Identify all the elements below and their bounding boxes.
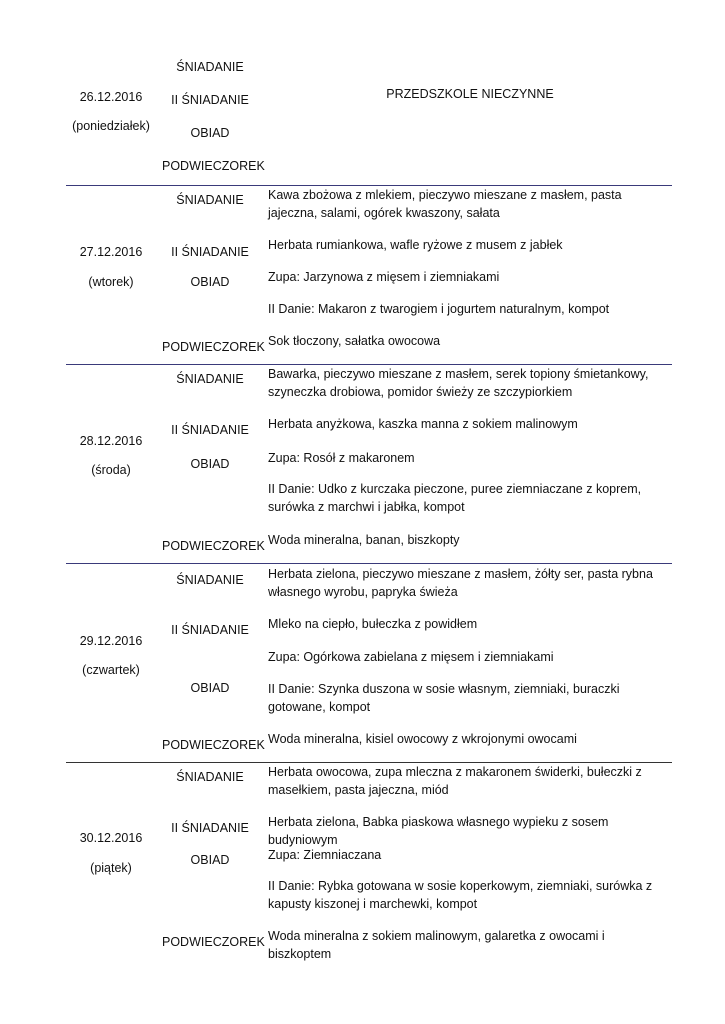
row-divider — [66, 563, 672, 564]
meal-label-second-breakfast: II ŚNIADANIE — [171, 423, 249, 437]
meal-label-breakfast: ŚNIADANIE — [176, 60, 244, 74]
meal-label-lunch: OBIAD — [190, 275, 230, 289]
meal-label-breakfast: ŚNIADANIE — [176, 770, 244, 784]
menu-item-main-course: II Danie: Szynka duszona w sosie własnym, ziemniaki, buraczki gotowane, kompot — [268, 682, 620, 714]
meal-label-second-breakfast: II ŚNIADANIE — [171, 93, 249, 107]
menu-item-breakfast: Herbata zielona, pieczywo mieszane z masłem, żółty ser, pasta rybna własnego wyrobu, papryka świeża — [268, 567, 653, 599]
meal-label-snack: PODWIECZOREK — [162, 935, 265, 949]
day-weekday: (piątek) — [90, 861, 132, 875]
menu-item-breakfast: Kawa zbożowa z mlekiem, pieczywo mieszane z masłem, pasta jajeczna, salami, ogórek kwaszony, sałata — [268, 188, 622, 220]
meal-label-snack: PODWIECZOREK — [162, 738, 265, 752]
day-weekday: (czwartek) — [82, 663, 140, 677]
menu-item-snack: Woda mineralna, kisiel owocowy z wkrojonymi owocami — [268, 732, 577, 746]
menu-item-soup: Zupa: Ziemniaczana — [268, 848, 382, 862]
meal-label-snack: PODWIECZOREK — [162, 159, 265, 173]
menu-item-breakfast: Herbata owocowa, zupa mleczna z makaronem świderki, bułeczki z masełkiem, pasta jajeczna, miód — [268, 765, 642, 797]
day-date: 29.12.2016 — [79, 634, 143, 648]
meal-label-snack: PODWIECZOREK — [162, 539, 265, 553]
menu-item-second-breakfast: Herbata anyżkowa, kaszka manna z sokiem malinowym — [268, 417, 578, 431]
meal-label-lunch: OBIAD — [190, 457, 230, 471]
day-date: 30.12.2016 — [79, 831, 143, 845]
meal-label-breakfast: ŚNIADANIE — [176, 193, 244, 207]
menu-item-snack: Woda mineralna z sokiem malinowym, galaretka z owocami i biszkoptem — [268, 929, 605, 961]
meal-label-lunch: OBIAD — [190, 126, 230, 140]
menu-item-second-breakfast: Herbata rumiankowa, wafle ryżowe z musem z jabłek — [268, 238, 563, 252]
menu-item-main-course: II Danie: Rybka gotowana w sosie koperkowym, ziemniaki, surówka z kapusty kiszonej i marchewki, kompot — [268, 879, 653, 911]
menu-item-snack: Woda mineralna, banan, biszkopty — [268, 533, 460, 547]
closed-notice: PRZEDSZKOLE NIECZYNNE — [386, 87, 554, 101]
menu-item-second-breakfast: Mleko na ciepło, bułeczka z powidłem — [268, 617, 478, 631]
day-weekday: (poniedziałek) — [72, 119, 150, 133]
day-date: 26.12.2016 — [79, 90, 143, 104]
menu-item-main-course: II Danie: Makaron z twarogiem i jogurtem naturalnym, kompot — [268, 302, 610, 316]
meal-label-lunch: OBIAD — [190, 681, 230, 695]
menu-item-breakfast: Bawarka, pieczywo mieszane z masłem, serek topiony śmietankowy, szyneczka drobiowa, pomidor świeży ze szczypiorkiem — [268, 367, 649, 399]
meal-label-snack: PODWIECZOREK — [162, 340, 265, 354]
meal-label-lunch: OBIAD — [190, 853, 230, 867]
menu-item-soup: Zupa: Jarzynowa z mięsem i ziemniakami — [268, 270, 500, 284]
meal-label-second-breakfast: II ŚNIADANIE — [171, 245, 249, 259]
menu-item-main-course: II Danie: Udko z kurczaka pieczone, puree ziemniaczane z koprem, surówka z marchwi i jabłka, kompot — [268, 482, 642, 514]
day-date: 27.12.2016 — [79, 245, 143, 259]
menu-item-soup: Zupa: Ogórkowa zabielana z mięsem i ziemniakami — [268, 650, 554, 664]
day-weekday: (wtorek) — [88, 275, 134, 289]
meal-label-second-breakfast: II ŚNIADANIE — [171, 623, 249, 637]
meal-label-breakfast: ŚNIADANIE — [176, 372, 244, 386]
menu-item-soup: Zupa: Rosół z makaronem — [268, 451, 415, 465]
day-weekday: (środa) — [91, 463, 131, 477]
menu-item-snack: Sok tłoczony, sałatka owocowa — [268, 334, 441, 348]
meal-label-second-breakfast: II ŚNIADANIE — [171, 821, 249, 835]
menu-item-second-breakfast: Herbata zielona, Babka piaskowa własnego wypieku z sosem budyniowym — [268, 815, 609, 847]
meal-label-breakfast: ŚNIADANIE — [176, 573, 244, 587]
day-date: 28.12.2016 — [79, 434, 143, 448]
